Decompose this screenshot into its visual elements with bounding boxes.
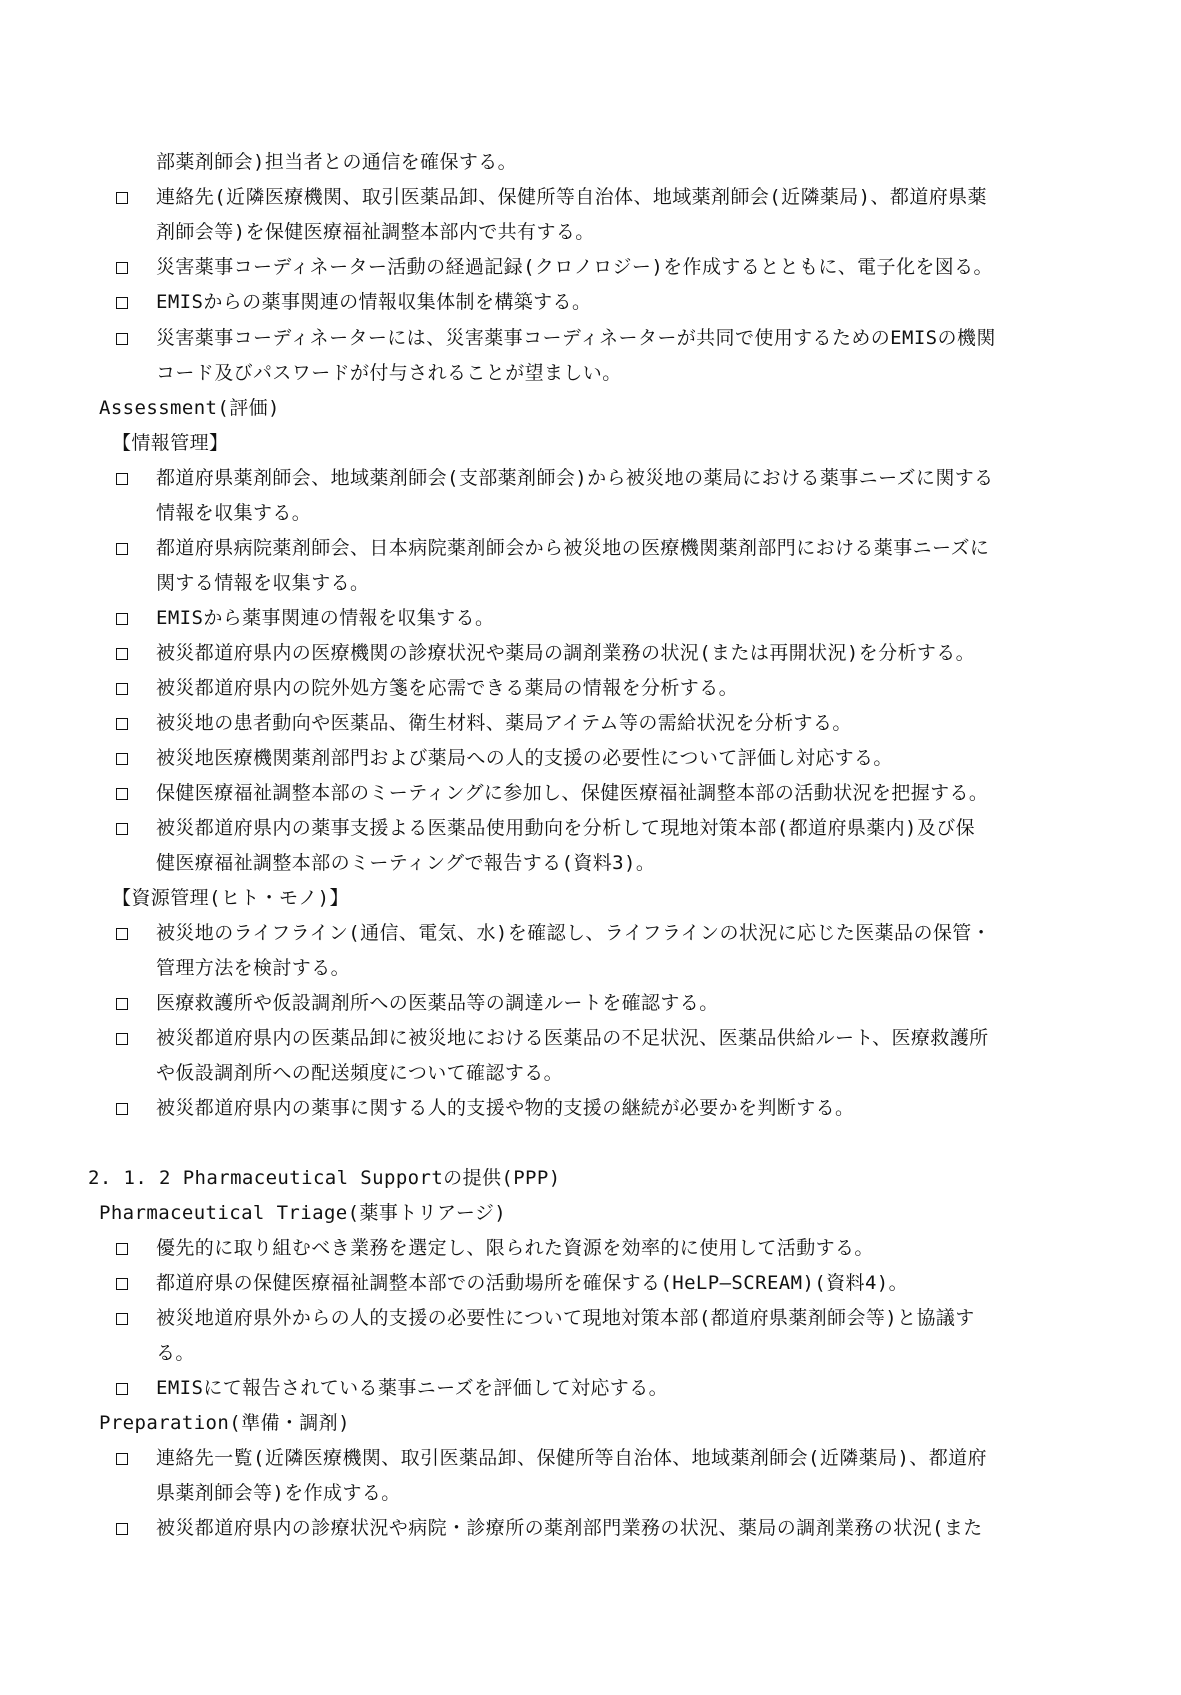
- list-item-text: 被災都道府県内の診療状況や病院・診療所の薬剤部門業務の状況、薬局の調剤業務の状況(また: [156, 1517, 983, 1539]
- continuation-text: 県薬剤師会等)を作成する。: [156, 1482, 401, 1504]
- continuation-text: 部薬剤師会)担当者との通信を確保する。: [156, 151, 518, 173]
- checkbox-icon: [116, 1383, 128, 1395]
- list-item-text: 被災都道府県内の院外処方箋を応需できる薬局の情報を分析する。: [156, 677, 739, 699]
- continuation-text: や仮設調剤所への配送頻度について確認する。: [156, 1062, 564, 1084]
- checkbox-icon: [116, 998, 128, 1010]
- continuation-text: る。: [156, 1342, 195, 1364]
- checkbox-icon: [116, 683, 128, 695]
- checkbox-icon: [116, 648, 128, 660]
- continuation-text: 剤師会等)を保健医療福祉調整本部内で共有する。: [156, 221, 595, 243]
- checkbox-icon: [116, 788, 128, 800]
- checkbox-icon: [116, 1243, 128, 1255]
- checkbox-icon: [116, 1453, 128, 1465]
- checkbox-icon: [116, 1313, 128, 1325]
- subheading-text: 【資源管理(ヒト・モノ)】: [112, 887, 349, 909]
- list-item-text: 被災地の患者動向や医薬品、衛生材料、薬局アイテム等の需給状況を分析する。: [156, 712, 852, 734]
- list-item-text: 災害薬事コーディネーターには、災害薬事コーディネーターが共同で使用するためのEMISの機関: [156, 327, 996, 349]
- list-item-text: 被災都道府県内の医薬品卸に被災地における医薬品の不足状況、医薬品供給ルート、医療救護所: [156, 1027, 989, 1049]
- list-item-text: 災害薬事コーディネーター活動の経過記録(クロノロジー)を作成するとともに、電子化を図る。: [156, 256, 993, 278]
- checkbox-icon: [116, 1033, 128, 1045]
- checkbox-icon: [116, 262, 128, 274]
- continuation-text: 情報を収集する。: [156, 502, 312, 524]
- list-item-text: 都道府県の保健医療福祉調整本部での活動場所を確保する(HeLP―SCREAM)(資料4)。: [156, 1272, 909, 1294]
- list-item-text: 被災地医療機関薬剤部門および薬局への人的支援の必要性について評価し対応する。: [156, 747, 893, 769]
- checkbox-icon: [116, 473, 128, 485]
- list-item-text: 連絡先一覧(近隣医療機関、取引医薬品卸、保健所等自治体、地域薬剤師会(近隣薬局)、都道府: [156, 1447, 987, 1469]
- checkbox-icon: [116, 297, 128, 309]
- list-item-text: 優先的に取り組むべき業務を選定し、限られた資源を効率的に使用して活動する。: [156, 1237, 874, 1259]
- continuation-text: 健医療福祉調整本部のミーティングで報告する(資料3)。: [156, 852, 656, 874]
- checkbox-icon: [116, 718, 128, 730]
- checkbox-icon: [116, 543, 128, 555]
- list-item-text: 保健医療福祉調整本部のミーティングに参加し、保健医療福祉調整本部の活動状況を把握する。: [156, 782, 989, 804]
- list-item-text: 被災都道府県内の薬事に関する人的支援や物的支援の継続が必要かを判断する。: [156, 1097, 855, 1119]
- heading-text: Pharmaceutical Triage(薬事トリアージ): [99, 1202, 507, 1224]
- heading-text: Assessment(評価): [99, 397, 280, 419]
- heading-text: Preparation(準備・調剤): [99, 1412, 350, 1434]
- continuation-text: 関する情報を収集する。: [156, 572, 370, 594]
- checkbox-icon: [116, 823, 128, 835]
- list-item-text: 被災都道府県内の医療機関の診療状況や薬局の調剤業務の状況(または再開状況)を分析する。: [156, 642, 976, 664]
- list-item-text: EMISにて報告されている薬事ニーズを評価して対応する。: [156, 1377, 669, 1399]
- list-item-text: EMISから薬事関連の情報を収集する。: [156, 607, 495, 629]
- checkbox-icon: [116, 1278, 128, 1290]
- list-item-text: EMISからの薬事関連の情報収集体制を構築する。: [156, 291, 592, 313]
- list-item-text: 被災地道府県外からの人的支援の必要性について現地対策本部(都道府県薬剤師会等)と協議す: [156, 1307, 975, 1329]
- list-item-text: 医療救護所や仮設調剤所への医薬品等の調達ルートを確認する。: [156, 992, 719, 1014]
- checkbox-icon: [116, 1103, 128, 1115]
- list-item-text: 被災地のライフライン(通信、電気、水)を確認し、ライフラインの状況に応じた医薬品の保管・: [156, 922, 992, 944]
- checkbox-icon: [116, 928, 128, 940]
- checkbox-icon: [116, 613, 128, 625]
- checkbox-icon: [116, 753, 128, 765]
- subheading-text: 【情報管理】: [112, 432, 229, 454]
- continuation-text: 管理方法を検討する。: [156, 957, 351, 979]
- checkbox-icon: [116, 333, 128, 345]
- list-item-text: 被災都道府県内の薬事支援よる医薬品使用動向を分析して現地対策本部(都道府県薬内)及び保: [156, 817, 976, 839]
- section-title-text: 2. 1. 2 Pharmaceutical Supportの提供(PPP): [88, 1167, 561, 1189]
- list-item-text: 連絡先(近隣医療機関、取引医薬品卸、保健所等自治体、地域薬剤師会(近隣薬局)、都道府県薬: [156, 186, 987, 208]
- continuation-text: コード及びパスワードが付与されることが望ましい。: [156, 362, 622, 384]
- checkbox-icon: [116, 1523, 128, 1535]
- checkbox-icon: [116, 192, 128, 204]
- list-item-text: 都道府県薬剤師会、地域薬剤師会(支部薬剤師会)から被災地の薬局における薬事ニーズに関する: [156, 467, 994, 489]
- list-item-text: 都道府県病院薬剤師会、日本病院薬剤師会から被災地の医療機関薬剤部門における薬事ニーズに: [156, 537, 990, 559]
